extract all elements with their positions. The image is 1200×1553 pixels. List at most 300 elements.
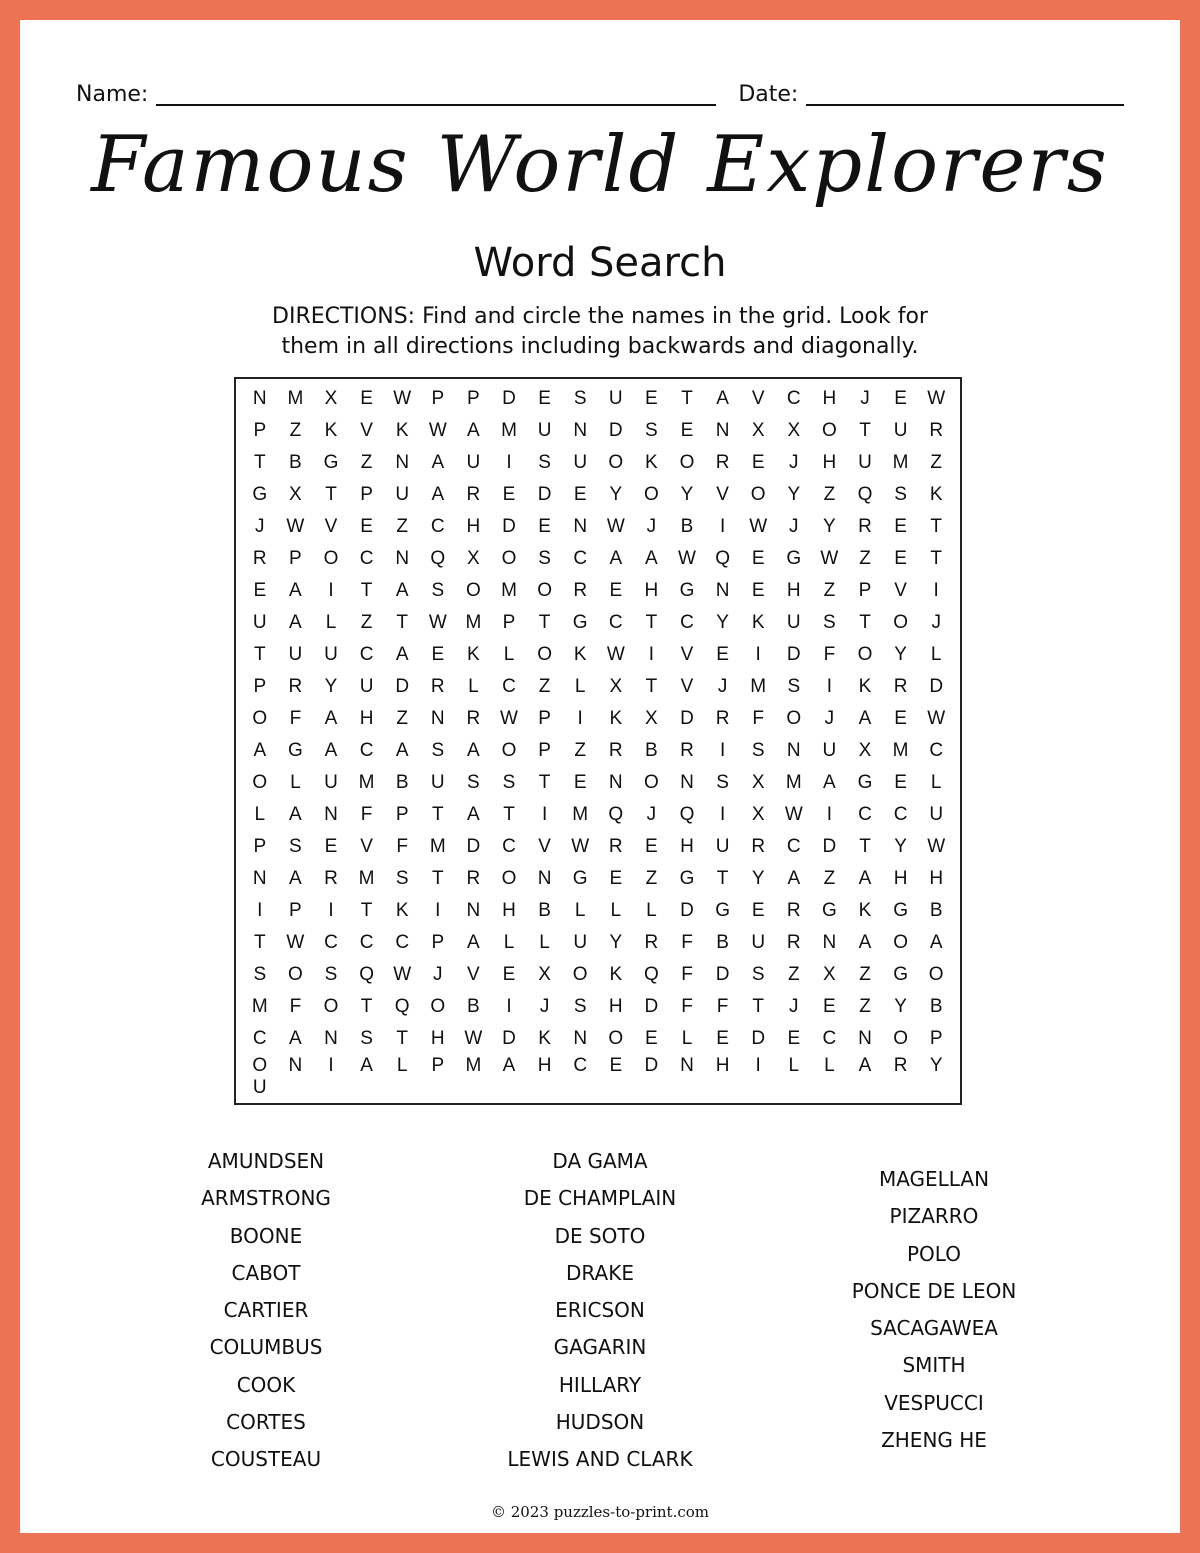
grid-letter[interactable]: I [648, 644, 655, 665]
grid-letter[interactable]: L [646, 900, 657, 921]
grid-letter[interactable]: N [573, 420, 588, 441]
grid-letter[interactable]: P [538, 740, 551, 761]
grid-letter[interactable]: U [252, 1077, 267, 1098]
grid-letter[interactable]: Q [608, 804, 624, 825]
grid-letter[interactable]: E [894, 708, 907, 729]
grid-letter[interactable]: Z [859, 964, 871, 985]
grid-letter[interactable]: N [430, 708, 445, 729]
grid-letter[interactable]: N [858, 1028, 872, 1049]
grid-letter[interactable]: R [466, 868, 481, 889]
grid-letter[interactable]: B [680, 516, 694, 537]
grid-letter[interactable]: S [431, 580, 445, 601]
grid-letter[interactable]: S [894, 484, 907, 505]
grid-letter[interactable]: L [503, 932, 515, 953]
grid-letter[interactable]: E [751, 452, 765, 473]
grid-letter[interactable]: F [716, 996, 729, 1017]
grid-letter[interactable]: W [428, 420, 447, 441]
grid-letter[interactable]: U [324, 772, 338, 793]
grid-letter[interactable]: M [465, 1055, 482, 1076]
grid-letter[interactable]: W [678, 548, 696, 569]
grid-letter[interactable]: Z [823, 868, 836, 889]
grid-letter[interactable]: G [893, 900, 908, 921]
grid-letter[interactable]: N [466, 900, 481, 921]
grid-letter[interactable]: I [541, 804, 548, 825]
grid-letter[interactable]: M [750, 676, 767, 697]
grid-letter[interactable]: N [537, 868, 552, 889]
grid-letter[interactable]: K [929, 484, 943, 505]
grid-letter[interactable]: F [360, 804, 373, 825]
grid-letter[interactable]: X [289, 484, 302, 505]
grid-letter[interactable]: T [930, 516, 942, 537]
grid-letter[interactable]: K [858, 900, 872, 921]
grid-letter[interactable]: N [715, 420, 730, 441]
grid-letter[interactable]: Q [394, 996, 410, 1017]
grid-letter[interactable]: T [396, 1028, 408, 1049]
grid-letter[interactable]: W [286, 516, 305, 537]
grid-letter[interactable]: B [929, 996, 943, 1017]
grid-letter[interactable]: A [395, 740, 409, 761]
grid-letter[interactable]: W [749, 516, 768, 537]
grid-letter[interactable]: Z [859, 548, 871, 569]
grid-letter[interactable]: M [358, 772, 375, 793]
grid-letter[interactable]: X [467, 548, 480, 569]
grid-letter[interactable]: N [252, 388, 267, 409]
grid-letter[interactable]: E [538, 516, 551, 537]
grid-letter[interactable]: S [360, 1028, 373, 1049]
grid-letter[interactable]: G [288, 740, 303, 761]
grid-letter[interactable]: H [608, 996, 623, 1017]
grid-letter[interactable]: L [325, 612, 337, 633]
grid-letter[interactable]: P [289, 548, 302, 569]
grid-letter[interactable]: U [359, 676, 374, 697]
grid-letter[interactable]: E [894, 772, 907, 793]
grid-letter[interactable]: D [395, 676, 410, 697]
grid-letter[interactable]: F [681, 996, 693, 1017]
grid-letter[interactable]: W [571, 836, 590, 857]
grid-letter[interactable]: M [892, 740, 909, 761]
grid-letter[interactable]: Z [823, 580, 836, 601]
grid-letter[interactable]: F [289, 708, 302, 729]
grid-letter[interactable]: I [328, 580, 334, 601]
grid-letter[interactable]: S [395, 868, 409, 889]
grid-letter[interactable]: T [681, 388, 693, 409]
grid-letter[interactable]: N [324, 1028, 338, 1049]
grid-letter[interactable]: D [822, 836, 837, 857]
grid-letter[interactable]: C [502, 836, 516, 857]
grid-letter[interactable]: C [359, 644, 374, 665]
grid-letter[interactable]: R [466, 708, 481, 729]
grid-letter[interactable]: H [644, 580, 659, 601]
grid-letter[interactable]: C [324, 932, 338, 953]
grid-letter[interactable]: P [253, 420, 267, 441]
grid-letter[interactable]: T [360, 900, 373, 921]
grid-letter[interactable]: A [467, 932, 480, 953]
grid-letter[interactable]: D [644, 1055, 659, 1076]
grid-letter[interactable]: D [644, 996, 659, 1017]
grid-letter[interactable]: I [719, 516, 726, 537]
grid-letter[interactable]: V [360, 420, 373, 441]
grid-letter[interactable]: A [289, 612, 302, 633]
grid-letter[interactable]: O [750, 484, 766, 505]
grid-letter[interactable]: Q [644, 964, 659, 985]
grid-letter[interactable]: U [858, 452, 872, 473]
grid-letter[interactable]: C [822, 1028, 837, 1049]
grid-letter[interactable]: L [539, 932, 550, 953]
grid-letter[interactable]: S [324, 964, 338, 985]
grid-letter[interactable]: E [573, 772, 587, 793]
grid-letter[interactable]: C [359, 548, 374, 569]
grid-letter[interactable]: E [751, 900, 765, 921]
grid-letter[interactable]: E [894, 516, 907, 537]
grid-letter[interactable]: P [502, 612, 516, 633]
grid-letter[interactable]: V [360, 836, 373, 857]
grid-letter[interactable]: A [431, 452, 445, 473]
grid-letter[interactable]: Z [360, 452, 373, 473]
grid-letter[interactable]: Q [857, 484, 873, 505]
grid-letter[interactable]: E [680, 420, 694, 441]
grid-letter[interactable]: B [929, 900, 943, 921]
grid-letter[interactable]: O [252, 772, 268, 793]
grid-letter[interactable]: N [573, 516, 588, 537]
grid-letter[interactable]: P [253, 836, 267, 857]
grid-letter[interactable]: T [930, 548, 942, 569]
grid-letter[interactable]: Q [359, 964, 374, 985]
grid-letter[interactable]: G [252, 484, 268, 505]
grid-letter[interactable]: W [393, 388, 412, 409]
grid-letter[interactable]: T [431, 868, 444, 889]
grid-letter[interactable]: S [538, 452, 551, 473]
grid-letter[interactable]: O [252, 708, 268, 729]
grid-letter[interactable]: G [323, 452, 339, 473]
grid-letter[interactable]: Y [894, 836, 907, 857]
grid-letter[interactable]: J [789, 516, 799, 537]
grid-letter[interactable]: J [255, 516, 265, 537]
grid-letter[interactable]: Z [859, 996, 871, 1017]
grid-letter[interactable]: Y [609, 484, 623, 505]
grid-letter[interactable]: B [467, 996, 480, 1017]
grid-letter[interactable]: G [786, 548, 802, 569]
grid-letter[interactable]: K [751, 612, 765, 633]
grid-letter[interactable]: T [253, 644, 266, 665]
grid-letter[interactable]: R [715, 452, 730, 473]
grid-letter[interactable]: G [857, 772, 873, 793]
grid-letter[interactable]: H [893, 868, 908, 889]
grid-letter[interactable]: S [823, 612, 836, 633]
grid-letter[interactable]: H [680, 836, 694, 857]
grid-letter[interactable]: I [719, 804, 726, 825]
grid-letter[interactable]: O [501, 548, 517, 569]
grid-letter[interactable]: W [820, 548, 839, 569]
grid-letter[interactable]: S [253, 964, 267, 985]
grid-letter[interactable]: L [290, 772, 301, 793]
grid-letter[interactable]: D [502, 516, 516, 537]
grid-letter[interactable]: L [574, 676, 586, 697]
grid-letter[interactable]: O [430, 996, 446, 1017]
grid-letter[interactable]: S [573, 388, 587, 409]
grid-letter[interactable]: V [751, 388, 765, 409]
grid-letter[interactable]: T [859, 836, 871, 857]
grid-letter[interactable]: U [324, 644, 338, 665]
grid-letter[interactable]: U [715, 836, 730, 857]
grid-letter[interactable]: G [822, 900, 837, 921]
grid-letter[interactable]: Z [289, 420, 302, 441]
grid-letter[interactable]: S [645, 420, 658, 441]
grid-letter[interactable]: G [572, 868, 588, 889]
grid-letter[interactable]: J [931, 612, 941, 633]
grid-letter[interactable]: M [429, 836, 446, 857]
grid-letter[interactable]: N [715, 580, 730, 601]
grid-letter[interactable]: V [680, 644, 694, 665]
grid-letter[interactable]: D [680, 900, 694, 921]
grid-letter[interactable]: L [574, 900, 586, 921]
grid-letter[interactable]: H [537, 1055, 552, 1076]
grid-letter[interactable]: F [752, 708, 764, 729]
grid-letter[interactable]: O [537, 580, 552, 601]
grid-letter[interactable]: K [858, 676, 872, 697]
grid-letter[interactable]: A [467, 804, 480, 825]
grid-letter[interactable]: P [538, 708, 551, 729]
grid-letter[interactable]: E [609, 580, 623, 601]
grid-letter[interactable]: N [786, 740, 801, 761]
grid-letter[interactable]: I [506, 996, 512, 1017]
grid-letter[interactable]: R [786, 900, 801, 921]
grid-letter[interactable]: R [324, 868, 338, 889]
grid-letter[interactable]: O [857, 644, 873, 665]
grid-letter[interactable]: S [538, 548, 551, 569]
grid-letter[interactable]: M [465, 612, 482, 633]
grid-letter[interactable]: Q [679, 804, 695, 825]
grid-letter[interactable]: C [608, 612, 623, 633]
grid-letter[interactable]: A [645, 548, 658, 569]
grid-letter[interactable]: C [502, 676, 516, 697]
grid-letter[interactable]: S [431, 740, 445, 761]
grid-letter[interactable]: L [681, 1028, 693, 1049]
grid-letter[interactable]: A [858, 868, 872, 889]
grid-letter[interactable]: Z [823, 484, 836, 505]
grid-letter[interactable]: C [786, 388, 801, 409]
grid-letter[interactable]: E [645, 388, 658, 409]
grid-letter[interactable]: L [254, 804, 266, 825]
grid-letter[interactable]: C [359, 740, 374, 761]
grid-letter[interactable]: T [396, 612, 408, 633]
grid-letter[interactable]: A [289, 804, 302, 825]
grid-letter[interactable]: W [927, 836, 946, 857]
grid-letter[interactable]: U [573, 452, 588, 473]
grid-letter[interactable]: C [573, 1055, 588, 1076]
grid-letter[interactable]: T [253, 932, 266, 953]
grid-letter[interactable]: C [680, 612, 694, 633]
grid-letter[interactable]: J [646, 516, 657, 537]
grid-letter[interactable]: Z [396, 516, 408, 537]
grid-letter[interactable]: N [252, 868, 267, 889]
grid-letter[interactable]: E [253, 580, 267, 601]
grid-letter[interactable]: C [359, 932, 374, 953]
grid-letter[interactable]: R [715, 708, 730, 729]
grid-letter[interactable]: X [538, 964, 551, 985]
grid-letter[interactable]: C [395, 932, 410, 953]
grid-letter[interactable]: A [324, 740, 338, 761]
grid-letter[interactable]: T [859, 420, 871, 441]
grid-letter[interactable]: C [786, 836, 801, 857]
grid-letter[interactable]: U [430, 772, 445, 793]
grid-letter[interactable]: U [893, 420, 908, 441]
grid-letter[interactable]: A [324, 708, 338, 729]
grid-letter[interactable]: O [893, 612, 908, 633]
grid-letter[interactable]: A [858, 1055, 872, 1076]
grid-letter[interactable]: N [395, 548, 410, 569]
grid-letter[interactable]: H [430, 1028, 445, 1049]
grid-letter[interactable]: B [645, 740, 658, 761]
grid-letter[interactable]: R [893, 676, 908, 697]
grid-letter[interactable]: A [289, 1028, 302, 1049]
grid-letter[interactable]: U [395, 484, 410, 505]
grid-letter[interactable]: S [751, 964, 765, 985]
grid-letter[interactable]: D [751, 1028, 766, 1049]
grid-letter[interactable]: Q [715, 548, 730, 569]
grid-letter[interactable]: G [679, 868, 695, 889]
grid-letter[interactable]: A [858, 708, 872, 729]
grid-letter[interactable]: J [539, 996, 550, 1017]
grid-letter[interactable]: O [572, 964, 588, 985]
name-field[interactable] [156, 86, 716, 106]
grid-letter[interactable]: U [252, 612, 267, 633]
grid-letter[interactable]: R [573, 580, 588, 601]
grid-letter[interactable]: Z [930, 452, 942, 473]
grid-letter[interactable]: J [824, 708, 835, 729]
grid-letter[interactable]: S [289, 836, 302, 857]
grid-letter[interactable]: Y [751, 868, 765, 889]
grid-letter[interactable]: Z [360, 612, 373, 633]
grid-letter[interactable]: K [395, 420, 409, 441]
grid-letter[interactable]: O [323, 996, 339, 1017]
grid-letter[interactable]: I [755, 644, 761, 665]
grid-letter[interactable]: E [609, 868, 623, 889]
grid-letter[interactable]: K [609, 964, 623, 985]
grid-letter[interactable]: C [252, 1028, 267, 1049]
grid-letter[interactable]: J [646, 804, 657, 825]
grid-letter[interactable]: W [784, 804, 803, 825]
grid-letter[interactable]: T [360, 580, 373, 601]
grid-letter[interactable]: O [501, 868, 517, 889]
grid-letter[interactable]: I [933, 580, 939, 601]
grid-letter[interactable]: E [894, 388, 907, 409]
grid-letter[interactable]: O [323, 548, 339, 569]
grid-letter[interactable]: Z [574, 740, 586, 761]
grid-letter[interactable]: V [680, 676, 694, 697]
grid-letter[interactable]: X [858, 740, 872, 761]
grid-letter[interactable]: S [573, 996, 587, 1017]
grid-letter[interactable]: B [289, 452, 302, 473]
grid-letter[interactable]: D [715, 964, 730, 985]
grid-letter[interactable]: G [893, 964, 908, 985]
grid-letter[interactable]: U [608, 388, 623, 409]
grid-letter[interactable]: E [360, 388, 373, 409]
grid-letter[interactable]: P [431, 1055, 445, 1076]
grid-letter[interactable]: I [257, 900, 263, 921]
grid-letter[interactable]: U [466, 452, 481, 473]
grid-letter[interactable]: P [431, 388, 445, 409]
grid-letter[interactable]: A [395, 644, 409, 665]
grid-letter[interactable]: C [858, 804, 872, 825]
grid-letter[interactable]: S [716, 772, 729, 793]
grid-letter[interactable]: X [751, 420, 765, 441]
grid-letter[interactable]: K [645, 452, 658, 473]
grid-letter[interactable]: P [858, 580, 872, 601]
grid-letter[interactable]: U [929, 804, 944, 825]
grid-letter[interactable]: I [577, 708, 583, 729]
grid-letter[interactable]: J [789, 452, 799, 473]
grid-letter[interactable]: W [286, 932, 305, 953]
grid-letter[interactable]: Z [396, 708, 408, 729]
grid-letter[interactable]: X [751, 804, 765, 825]
grid-letter[interactable]: H [715, 1055, 730, 1076]
grid-letter[interactable]: C [893, 804, 908, 825]
grid-letter[interactable]: A [289, 580, 302, 601]
grid-letter[interactable]: W [606, 644, 625, 665]
grid-letter[interactable]: R [608, 836, 623, 857]
grid-letter[interactable]: W [428, 612, 447, 633]
grid-letter[interactable]: V [894, 580, 907, 601]
grid-letter[interactable]: T [538, 612, 551, 633]
grid-letter[interactable]: A [467, 420, 480, 441]
grid-letter[interactable]: A [858, 932, 872, 953]
grid-letter[interactable]: L [930, 772, 942, 793]
grid-letter[interactable]: Y [787, 484, 801, 505]
grid-letter[interactable]: M [892, 452, 909, 473]
grid-letter[interactable]: E [502, 964, 516, 985]
grid-letter[interactable]: A [360, 1055, 373, 1076]
grid-letter[interactable]: R [288, 676, 303, 697]
grid-letter[interactable]: Y [894, 996, 907, 1017]
grid-letter[interactable]: H [359, 708, 374, 729]
grid-letter[interactable]: E [360, 516, 373, 537]
grid-letter[interactable]: I [755, 1055, 761, 1076]
grid-letter[interactable]: N [608, 772, 623, 793]
grid-letter[interactable]: Z [538, 676, 551, 697]
grid-letter[interactable]: E [324, 836, 338, 857]
grid-letter[interactable]: I [435, 900, 441, 921]
grid-letter[interactable]: E [538, 388, 551, 409]
grid-letter[interactable]: W [500, 708, 518, 729]
grid-letter[interactable]: L [930, 644, 942, 665]
grid-letter[interactable]: E [823, 996, 836, 1017]
grid-letter[interactable]: V [538, 836, 551, 857]
grid-letter[interactable]: O [893, 932, 908, 953]
grid-letter[interactable]: A [467, 740, 480, 761]
grid-letter[interactable]: Y [324, 676, 338, 697]
grid-letter[interactable]: A [716, 388, 729, 409]
grid-letter[interactable]: O [644, 772, 659, 793]
grid-letter[interactable]: B [716, 932, 729, 953]
grid-letter[interactable]: O [608, 452, 624, 473]
grid-letter[interactable]: U [537, 420, 552, 441]
grid-letter[interactable]: W [393, 964, 412, 985]
date-field[interactable] [806, 86, 1124, 106]
grid-letter[interactable]: T [253, 452, 266, 473]
grid-letter[interactable]: W [927, 388, 946, 409]
grid-letter[interactable]: M [501, 580, 517, 601]
grid-letter[interactable]: Y [823, 516, 836, 537]
grid-letter[interactable]: A [289, 868, 302, 889]
grid-letter[interactable]: H [929, 868, 944, 889]
grid-letter[interactable]: T [645, 612, 658, 633]
grid-letter[interactable]: P [289, 900, 302, 921]
grid-letter[interactable]: C [573, 548, 588, 569]
grid-letter[interactable]: J [717, 676, 728, 697]
grid-letter[interactable]: M [287, 388, 304, 409]
grid-letter[interactable]: D [466, 836, 481, 857]
grid-letter[interactable]: E [751, 580, 765, 601]
